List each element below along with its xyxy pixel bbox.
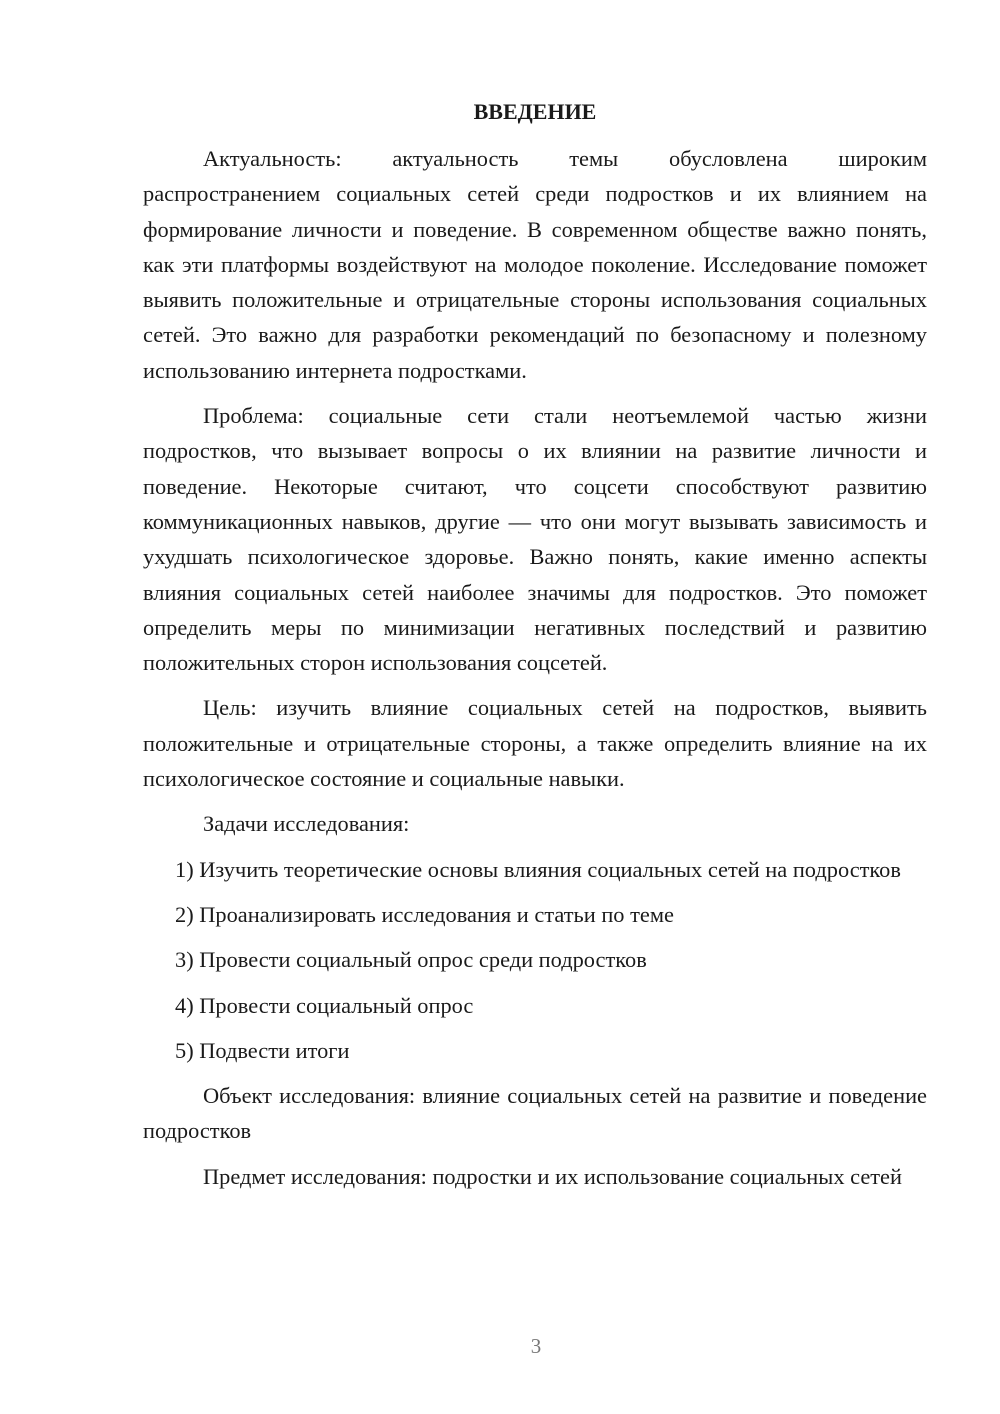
goal-paragraph: Цель: изучить влияние социальных сетей на подростков, выявить положительные и отрицательные стороны, а также определить влияние на их психологическое состояние и социальные навыки. [143,695,927,792]
object-paragraph: Объект исследования: влияние социальных сетей на развитие и поведение подростков [143,1083,927,1144]
problem-paragraph: Проблема: социальные сети стали неотъемлемой частью жизни подростков, что вызывает вопросы о их влиянии на развитие личности и поведение. Некоторые считают, что соцсети способствуют развитию коммуникационных навыков, другие — что они могут вызывать зависимость и ухудшать психологическое здоровье. Важно понять, какие именно аспекты влияния социальных сетей наиболее значимы для подростков. Это поможет определить меры по минимизации негативных последствий и развитию положительных сторон использования соцсетей. [143,403,927,676]
tasks-title: Задачи исследования: [203,811,410,837]
task-item: 3) Провести социальный опрос среди подростков [175,947,647,973]
page-content [143,94,927,1194]
task-item: 4) Провести социальный опрос [175,992,474,1018]
task-item: 2) Проанализировать исследования и статьи по теме [175,901,674,927]
page-number: 3 [530,1334,542,1358]
task-item: 5) Подвести итоги [175,1037,350,1063]
relevance-paragraph: Актуальность: актуальность темы обусловлена широким распространением социальных сетей среди подростков и их влиянием на формирование личности и поведение. В современном обществе важно понять, как эти платформы воздействуют на молодое поколение. Исследование поможет выявить положительные и отрицательные стороны использования социальных сетей. Это важно для разработки рекомендаций по безопасному и полезному использованию интернета подростками. [143,146,927,383]
task-item: 1) Изучить теоретические основы влияния социальных сетей на подростков [175,856,901,882]
subject-paragraph: Предмет исследования: подростки и их использование социальных сетей [203,1163,902,1189]
section-heading: ВВЕДЕНИЕ [473,99,597,124]
